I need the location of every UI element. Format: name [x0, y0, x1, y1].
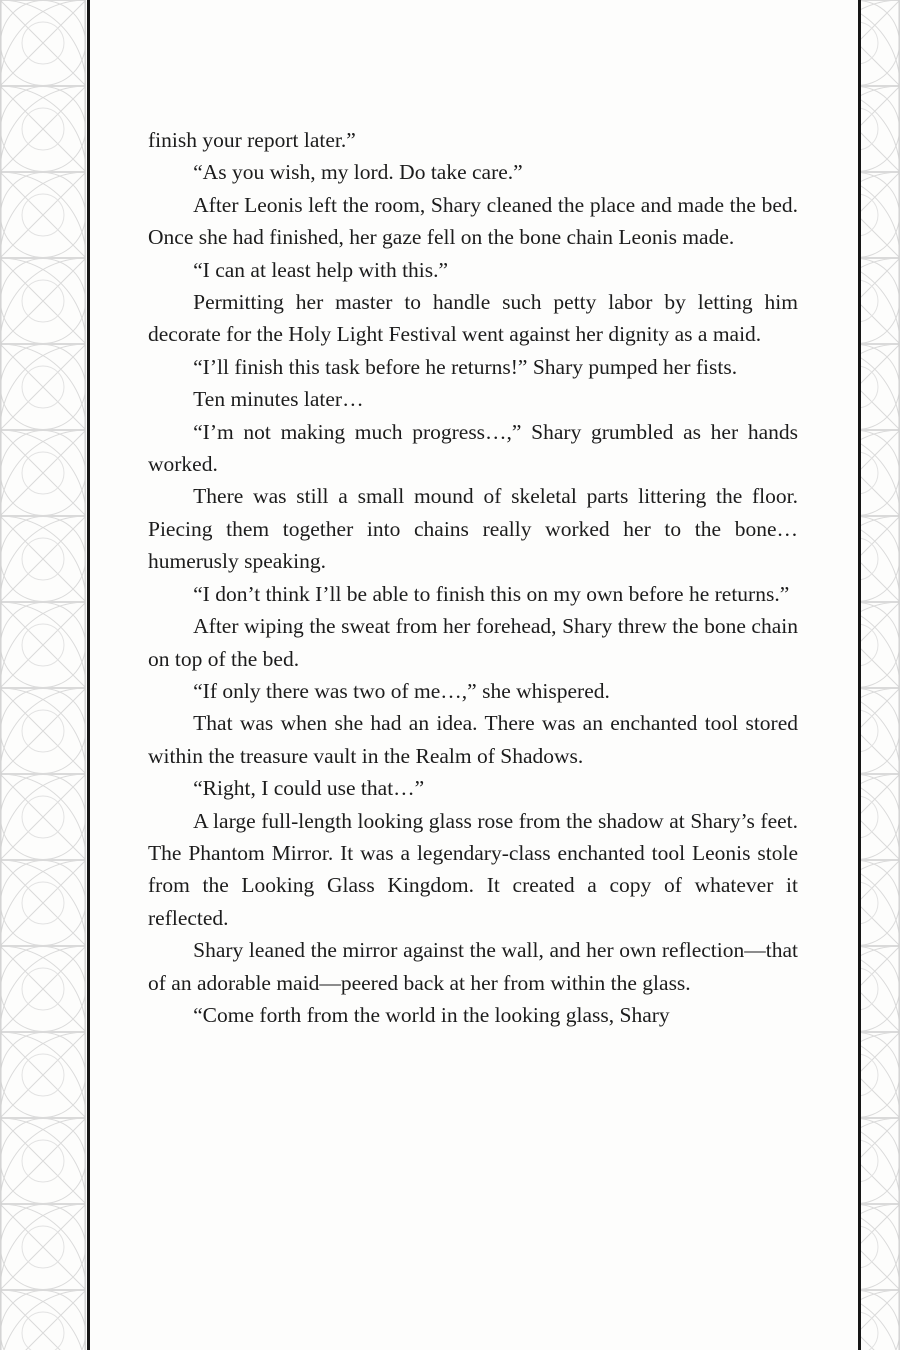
left-border-ornament	[0, 0, 86, 1350]
paragraph: There was still a small mound of skeletal parts littering the floor. Piecing them together into chains really worked her to the bone…humerusly speaking.	[148, 484, 798, 574]
paragraph: “Come forth from the world in the looking glass, Shary	[193, 1002, 670, 1027]
paragraph: “I’ll finish this task before he returns!” Shary pumped her fists.	[193, 354, 738, 379]
paragraph: “I’m not making much progress…,” Shary grumbled as her hands worked.	[148, 419, 798, 477]
paragraph: “If only there was two of me…,” she whispered.	[193, 678, 610, 703]
paragraph: “Right, I could use that…”	[193, 776, 425, 801]
paragraph: A large full-length looking glass rose from the shadow at Shary’s feet. The Phantom Mirror. It was a legendary-class enchanted tool Leonis stole from the Looking Glass Kingdom. It created a copy of whatever it reflected.	[148, 808, 798, 930]
paragraph: That was when she had an idea. There was an enchanted tool stored within the treasure vault in the Realm of Shadows.	[148, 711, 798, 768]
paragraph: “I can at least help with this.”	[193, 257, 449, 282]
paragraph: “I don’t think I’ll be able to finish this on my own before he returns.”	[193, 581, 790, 606]
paragraph: “As you wish, my lord. Do take care.”	[193, 160, 523, 185]
right-frame-rule	[858, 0, 861, 1350]
page-text-block	[148, 124, 798, 1031]
paragraph: finish your report later.”	[148, 128, 356, 152]
paragraph: Ten minutes later…	[193, 387, 364, 412]
paragraph: Permitting her master to handle such petty labor by letting him decorate for the Holy Light Festival went against her dignity as a maid.	[148, 290, 798, 347]
paragraph: After Leonis left the room, Shary cleaned the place and made the bed. Once she had finished, her gaze fell on the bone chain Leonis made.	[148, 192, 798, 250]
right-border-ornament	[860, 0, 900, 1350]
paragraph: Shary leaned the mirror against the wall, and her own reflection—that of an adorable maid—peered back at her from within the glass.	[148, 938, 798, 995]
left-frame-rule	[87, 0, 90, 1350]
paragraph: After wiping the sweat from her forehead, Shary threw the bone chain on top of the bed.	[148, 614, 798, 671]
